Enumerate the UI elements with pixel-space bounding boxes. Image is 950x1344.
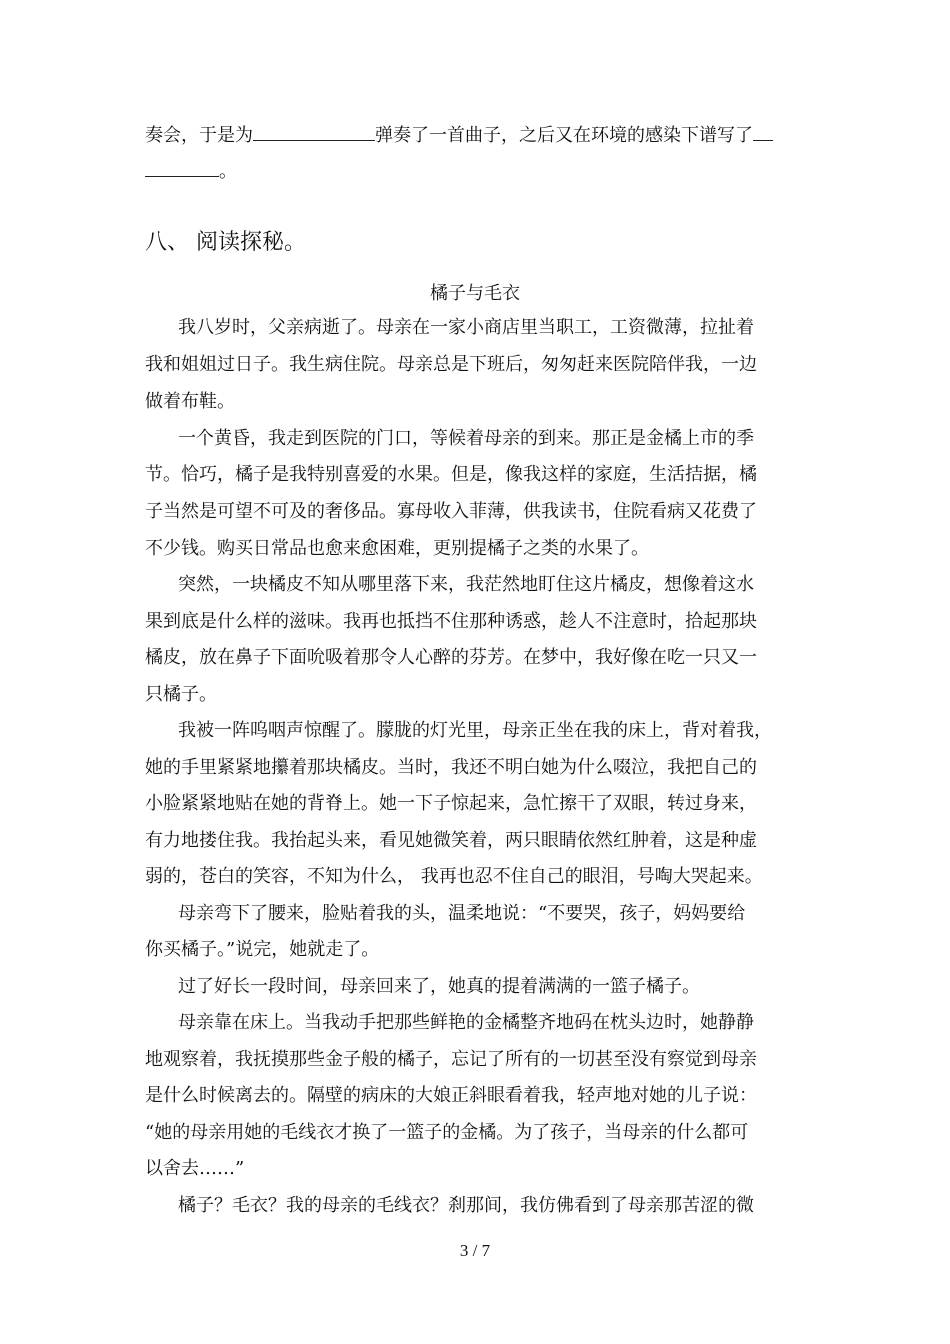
story-line: 我被一阵呜咽声惊醒了。朦胧的灯光里，母亲正坐在我的床上，背对着我，: [178, 720, 772, 741]
story-line: 橘子？毛衣？我的母亲的毛线衣？刹那间，我仿佛看到了母亲那苦涩的微: [178, 1195, 754, 1216]
story-line: 一个黄昏，我走到医院的门口，等候着母亲的到来。那正是金橘上市的季: [178, 428, 754, 449]
fill-blank-text-a: 奏会，于是为: [145, 125, 253, 146]
story-line: 你买橘子。”说完，她就走了。: [145, 939, 380, 960]
story-line: “她的母亲用她的毛线衣才换了一篮子的金橘。为了孩子，当母亲的什么都可: [145, 1122, 749, 1143]
story-line: 我八岁时，父亲病逝了。母亲在一家小商店里当职工，工资微薄，拉扯着: [178, 317, 754, 338]
story-line: 做着布鞋。: [145, 391, 235, 412]
story-line: 只橘子。: [145, 684, 217, 705]
story-line: 过了好长一段时间，母亲回来了，她真的提着满满的一篮子橘子。: [178, 976, 700, 997]
story-line: 是什么时候离去的。隔壁的病床的大娘正斜眼看着我，轻声地对她的儿子说：: [145, 1085, 757, 1106]
answer-blank-1[interactable]: [253, 124, 375, 141]
story-line: 地观察着，我抚摸那些金子般的橘子，忘记了所有的一切甚至没有察觉到母亲: [145, 1049, 757, 1070]
story-line: 突然，一块橘皮不知从哪里落下来，我茫然地盯住这片橘皮，想像着这水: [178, 574, 754, 595]
story-title: 橘子与毛衣: [430, 283, 520, 304]
answer-blank-2-end[interactable]: [145, 160, 219, 177]
story-line: 节。恰巧，橘子是我特别喜爱的水果。但是，像我这样的家庭，生活拮据，橘: [145, 464, 757, 485]
story-line: 弱的，苍白的笑容，不知为什么， 我再也忍不住自己的眼泪，号啕大哭起来。: [145, 866, 763, 887]
story-line: 子当然是可望不可及的奢侈品。寡母收入菲薄，供我读书，住院看病又花费了: [145, 501, 757, 522]
story-line: 果到底是什么样的滋味。我再也抵挡不住那种诱惑，趁人不注意时，拾起那块: [145, 611, 757, 632]
fill-blank-text-b: 弹奏了一首曲子，之后又在环境的感染下谱写了: [375, 125, 753, 146]
story-line: 以舍去……”: [145, 1158, 245, 1179]
page-number: 3 / 7: [459, 1241, 491, 1260]
story-line: 橘皮，放在鼻子下面吮吸着那令人心醉的芬芳。在梦中，我好像在吃一只又一: [145, 647, 757, 668]
fill-blank-line-end: 。: [219, 161, 237, 182]
story-line: 小脸紧紧地贴在她的背脊上。她一下子惊起来，急忙擦干了双眼，转过身来，: [145, 793, 757, 814]
answer-blank-2-start[interactable]: [753, 124, 773, 141]
story-line: 我和姐姐过日子。我生病住院。母亲总是下班后，匆匆赶来医院陪伴我，一边: [145, 354, 757, 375]
fill-blank-line-1: [145, 124, 773, 148]
story-line: 母亲靠在床上。当我动手把那些鲜艳的金橘整齐地码在枕头边时，她静静: [178, 1012, 754, 1033]
story-line: 不少钱。购买日常品也愈来愈困难，更别提橘子之类的水果了。: [145, 538, 649, 559]
story-line: 有力地搂住我。我抬起头来，看见她微笑着，两只眼睛依然红肿着，这是种虚: [145, 830, 757, 851]
story-line: 母亲弯下了腰来，脸贴着我的头，温柔地说：“不要哭，孩子，妈妈要给: [178, 903, 746, 924]
fill-blank-line-2: [145, 160, 237, 184]
section-title: 八、 阅读探秘。: [145, 230, 306, 255]
story-line: 她的手里紧紧地攥着那块橘皮。当时，我还不明白她为什么啜泣，我把自己的: [145, 757, 757, 778]
